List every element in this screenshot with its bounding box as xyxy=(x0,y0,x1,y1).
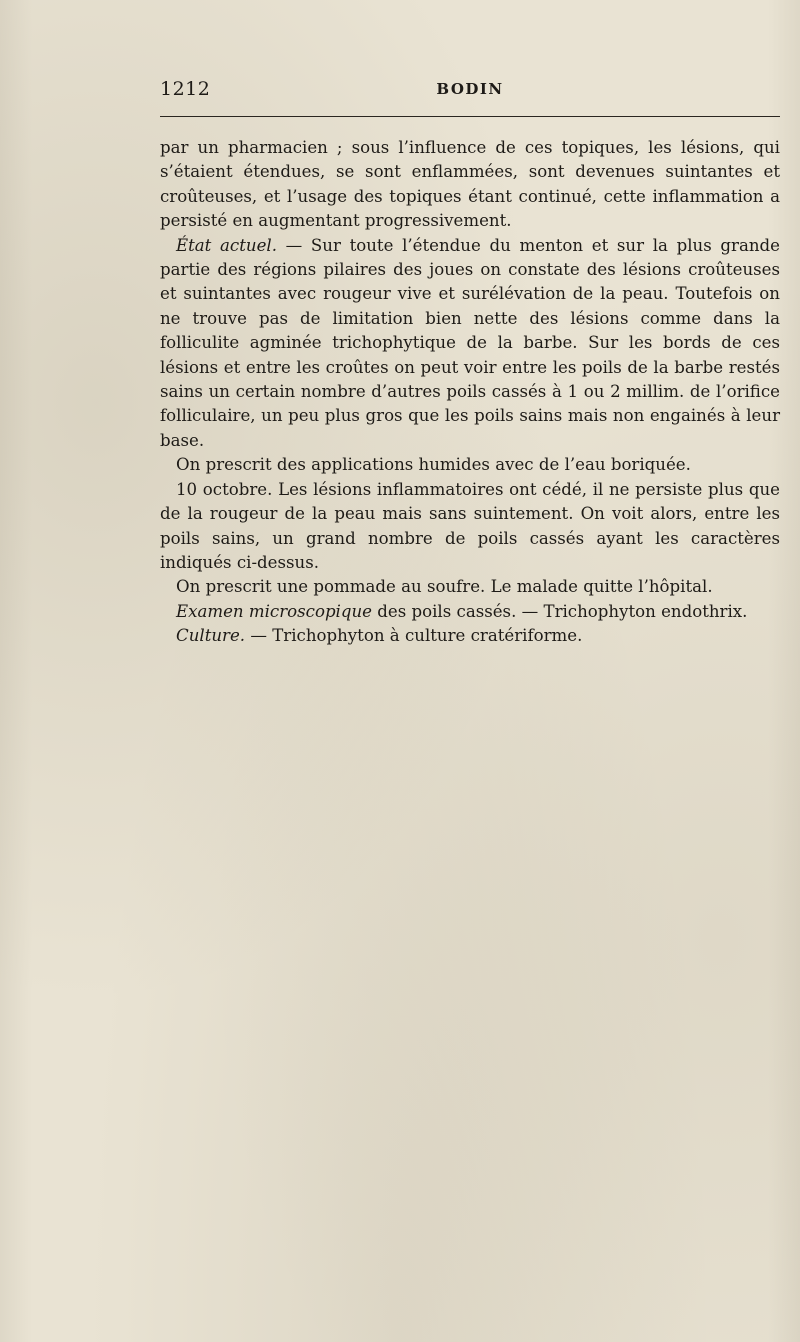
paragraph-text: On prescrit une pommade au soufre. Le malade quitte l’hôpital. xyxy=(176,577,713,597)
paragraph-text: — Sur toute l’étendue du menton et sur la plus grande partie des régions pilaires des joues on constate des lésions croûteuses et suintantes avec rougeur vive et surélévation de la peau. Toutefois on ne trouve pas de limitation bien nette des lésions comme dans la folliculite agminée trichophytique de la barbe. Sur les bords de ces lésions et entre les croûtes on peut voir entre les poils de la barbe restés sains un certain nombre d’autres poils cassés à 1 ou 2 millim. de l’orifice folliculaire, un peu plus gros que les poils sains mais non engainés à leur base. xyxy=(160,235,780,450)
paragraph-text: des poils cassés. — Trichophyton endothrix. xyxy=(372,601,748,621)
paragraph-prescription-2 xyxy=(160,575,780,599)
running-head: BODIN xyxy=(436,80,504,98)
section-lead: Examen microscopique xyxy=(176,601,372,621)
paragraph-10-octobre xyxy=(160,478,780,576)
paragraph-continuation xyxy=(160,136,780,234)
paragraph-etat-actuel xyxy=(160,234,780,454)
paragraph-text: — Trichophyton à culture cratériforme. xyxy=(245,626,583,646)
section-lead: Culture. xyxy=(176,626,246,646)
paragraph-text: On prescrit des applications humides avec de l’eau boriquée. xyxy=(176,455,691,475)
page-number: 1212 xyxy=(160,78,211,100)
paragraph-text: 10 octobre. Les lésions inflammatoires ont cédé, il ne persiste plus que de la rougeur de la peau mais sans suintement. On voit alors, entre les poils sains, un grand nombre de poils cassés ayant les caractères indiqués ci-dessus. xyxy=(160,479,780,572)
paragraph-prescription-1 xyxy=(160,453,780,477)
paragraph-text: par un pharmacien ; sous l’influence de ces topiques, les lésions, qui s’étaient étendues, se sont enflammées, sont devenues suintantes et croûteuses, et l’usage des topiques étant continué, cette inflammation a persisté en augmentant progressivement. xyxy=(160,138,780,231)
page-header xyxy=(160,78,780,104)
paragraph-culture xyxy=(160,624,780,648)
paragraph-examen xyxy=(160,600,780,624)
body-text xyxy=(160,136,780,649)
section-lead: État actuel. xyxy=(176,235,277,255)
header-rule xyxy=(160,116,780,117)
